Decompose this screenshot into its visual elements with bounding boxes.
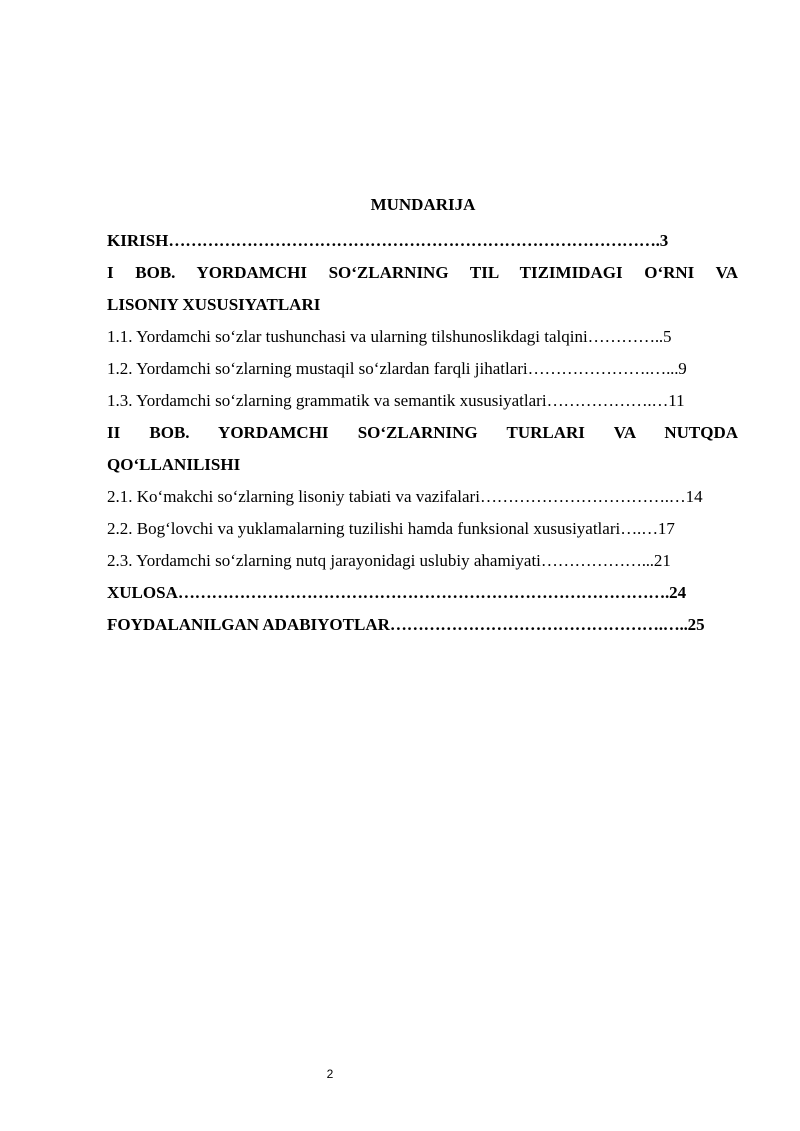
toc-chapter-2-line-2: QO‘LLANILISHI	[107, 455, 241, 474]
toc-entry-label: 2.2. Bog‘lovchi va yuklamalarning tuzilishi hamda funksional xususiyatlari	[107, 519, 621, 538]
toc-chapter-1-line-1: I BOB. YORDAMCHI SO‘ZLARNING TIL TIZIMIDAGI O‘RNI VA	[107, 263, 738, 282]
toc-entry-label: 1.3. Yordamchi so‘zlarning grammatik va semantik xususiyatlari	[107, 391, 547, 410]
toc-entry-label: 2.3. Yordamchi so‘zlarning nutq jarayonidagi uslubiy ahamiyati	[107, 551, 541, 570]
toc-page-number: 21	[653, 551, 671, 570]
toc-heading: MUNDARIJA	[370, 195, 476, 214]
toc-entry-label: 1.2. Yordamchi so‘zlarning mustaqil so‘zlardan farqli jihatlari	[107, 359, 528, 378]
toc-entry-2-1	[107, 481, 738, 513]
toc-entry-2-2	[107, 513, 738, 545]
toc-leader-dots: ………………….…...	[527, 359, 679, 378]
toc-leader-dots: …………………………………………………………………………….	[177, 583, 670, 602]
toc-entry-label: 2.1. Ko‘makchi so‘zlarning lisoniy tabiati va vazifalari	[107, 487, 480, 506]
toc-leader-dots: ………………...	[540, 551, 654, 570]
toc-entry-2-3	[107, 545, 738, 577]
toc-leader-dots: ….…	[620, 519, 658, 538]
toc-entry-adabiyotlar	[107, 609, 738, 641]
toc-chapter-1-line-2: LISONIY XUSUSIYATLARI	[107, 295, 321, 314]
table-of-contents	[107, 225, 738, 641]
toc-page-number: 11	[668, 391, 685, 410]
toc-entry-1-1	[107, 321, 738, 353]
toc-page-number: 5	[662, 327, 672, 346]
toc-chapter-2-line-1: II BOB. YORDAMCHI SO‘ZLARNING TURLARI VA NUTQDA	[107, 423, 738, 442]
toc-page-number: 9	[678, 359, 687, 378]
toc-page-number: 3	[659, 231, 669, 250]
toc-leader-dots: …………………………….…	[479, 487, 686, 506]
toc-entry-label: FOYDALANILGAN ADABIYOTLAR	[107, 615, 390, 634]
toc-entry-kirish	[107, 225, 738, 257]
toc-page-number: 24	[669, 583, 687, 602]
toc-entry-label: 1.1. Yordamchi so‘zlar tushunchasi va ularning tilshunoslikdagi talqini	[107, 327, 588, 346]
toc-entry-1-2	[107, 353, 738, 385]
page-number: 2	[326, 1067, 334, 1081]
toc-page-number: 17	[657, 519, 675, 538]
toc-leader-dots: ………………………………………….…..	[389, 615, 688, 634]
toc-leader-dots: …………………………………………………………………………….	[168, 231, 660, 250]
toc-page-number: 14	[685, 487, 703, 506]
toc-leader-dots: ……………….…	[546, 391, 669, 410]
toc-entry-label: KIRISH	[107, 231, 169, 250]
toc-entry-label: XULOSA	[107, 583, 178, 602]
toc-page-number: 25	[687, 615, 705, 634]
toc-entry-xulosa	[107, 577, 738, 609]
toc-leader-dots: …………..	[587, 327, 663, 346]
toc-entry-1-3	[107, 385, 738, 417]
